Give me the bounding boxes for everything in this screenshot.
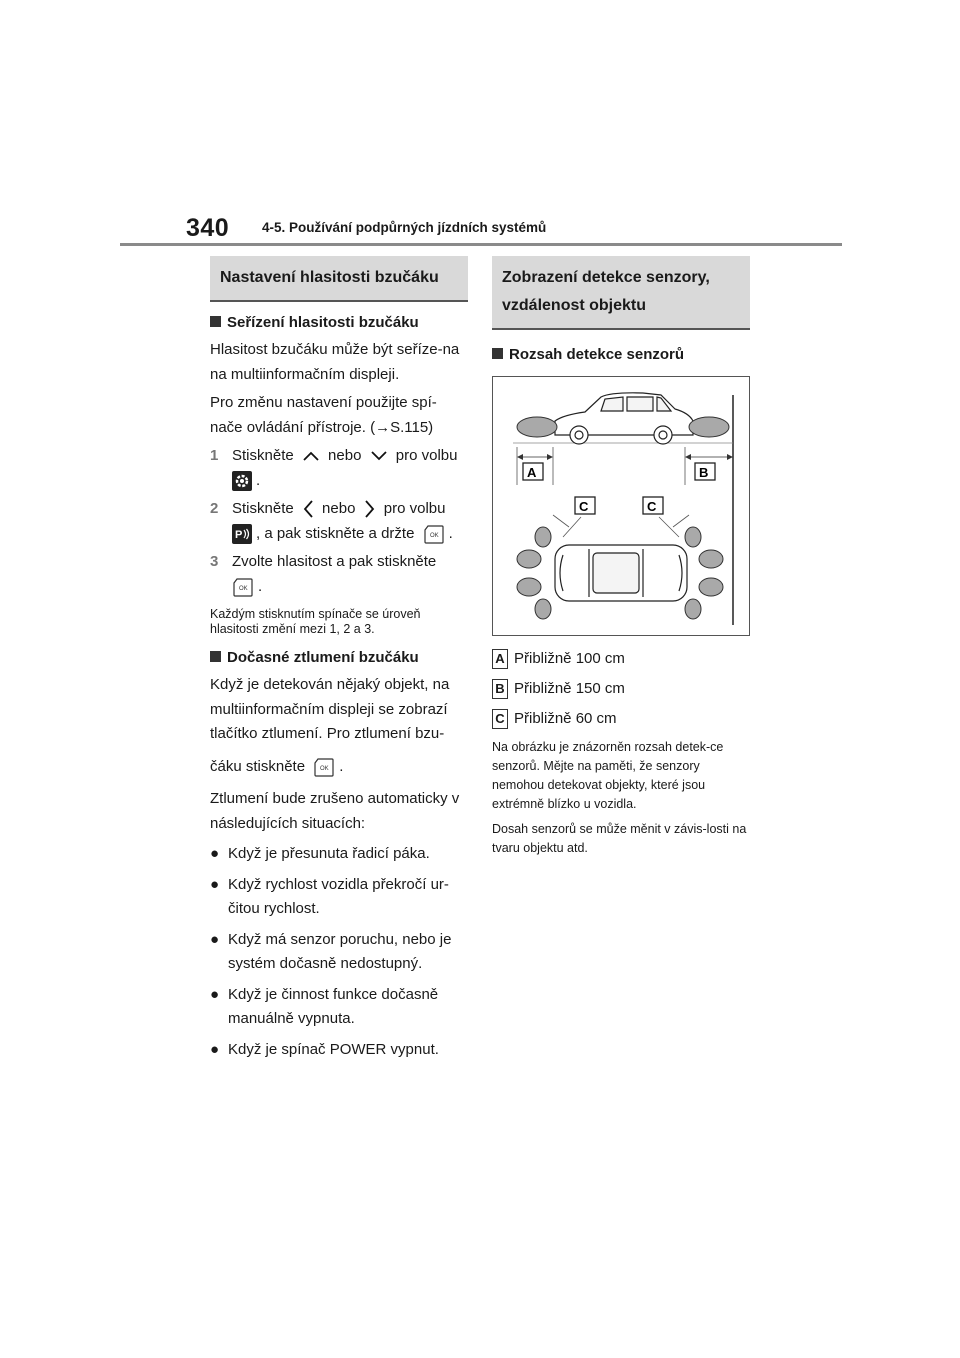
step-3: 3 Zvolte hlasitost a pak stiskněte OK . (210, 550, 468, 599)
chevron-down-icon (370, 450, 388, 462)
bullet-item: ● Když rychlost vozidla překročí ur-čitou rychlost. (210, 875, 449, 917)
sub-heading-mute: Dočasné ztlumení bzučáku (210, 647, 468, 669)
car-top-view (555, 545, 687, 601)
settings-gear-icon (232, 471, 252, 491)
legend-item-c: C Přibližně 60 cm (492, 708, 750, 730)
label-c-rear: C (579, 499, 589, 514)
paragraph: Hlasitost bzučáku může být seříze-na na multiinformačním displeji. (210, 341, 460, 383)
chevron-left-icon (302, 499, 314, 519)
note-shape: Dosah senzorů se může měnit v závis-losti na tvaru objektu atd. (492, 822, 747, 855)
legend-item-b: B Přibližně 150 cm (492, 678, 750, 700)
sub-heading-range: Rozsah detekce senzorů (492, 344, 750, 366)
front-sensor-zone (689, 417, 729, 437)
sensor-range-diagram (492, 376, 750, 636)
sub-heading-adjust: Seřízení hlasitosti bzučáku (210, 312, 468, 334)
bullet-item: ● Když je spínač POWER vypnut. (210, 1040, 439, 1058)
chapter-title: 4-5. Používání podpůrných jízdních systémů (262, 220, 547, 235)
svg-text:OK: OK (320, 765, 329, 772)
square-bullet-icon (210, 651, 221, 662)
parking-sensor-icon (232, 524, 252, 544)
step-1: 1 Stiskněte nebo pro volbu . (210, 444, 468, 493)
note-range: Na obrázku je znázorněn rozsah detek-ce senzorů. Mějte na paměti, že senzory nemohou detekovat objekty, které jsou extrémně blízko u vozidla. (492, 740, 724, 811)
chevron-up-icon (302, 450, 320, 462)
page-number: 340 (186, 214, 230, 242)
paragraph: Když je detekován nějaký objekt, na multiinformačním displeji se zobrazí tlačítko ztlumení. Pro ztlumení bzu- (210, 676, 450, 742)
rear-sensor-zone (517, 417, 557, 437)
section-heading-volume: Nastavení hlasitosti bzučáku (210, 256, 468, 302)
right-column (492, 256, 750, 858)
paragraph: Ztlumení bude zrušeno automaticky v následujících situacích: (210, 790, 460, 832)
label-b: B (699, 465, 709, 480)
section-heading-detection: Zobrazení detekce senzory, vzdálenost objektu (492, 256, 750, 330)
svg-text:OK: OK (239, 585, 248, 592)
square-bullet-icon (210, 316, 221, 327)
bullet-item: ● Když má senzor poruchu, nebo je systém dočasně nedostupný. (210, 930, 452, 972)
label-a: A (527, 465, 537, 480)
svg-text:P: P (235, 528, 243, 541)
ok-button-icon (423, 524, 445, 544)
chevron-right-icon (364, 499, 376, 519)
label-c-front: C (647, 499, 657, 514)
bullet-item: ● Když je činnost funkce dočasně manuálně vypnuta. (210, 985, 439, 1027)
square-bullet-icon (492, 348, 503, 359)
note-volume-levels: Každým stisknutím spínače se úroveň hlasitosti změní mezi 1, 2 a 3. (210, 607, 421, 636)
paragraph: Pro změnu nastavení použijte spí-nače ovládání přístroje. (→S.115) (210, 394, 437, 436)
header-rule (120, 243, 842, 246)
paragraph: čáku stiskněte OK . (210, 755, 468, 780)
car-side-view (555, 393, 693, 444)
legend-item-a: A Přibližně 100 cm (492, 648, 750, 670)
step-2: 2 Stiskněte nebo pro volbu P , a pak stiskněte a držte OK . (210, 497, 468, 546)
svg-text:OK: OK (429, 532, 439, 539)
bullet-item: ● Když je přesunuta řadicí páka. (210, 845, 430, 862)
ok-button-icon (313, 757, 335, 777)
sensor-range-illustration (493, 377, 749, 635)
ok-button-icon (232, 577, 254, 597)
left-column (210, 256, 468, 1062)
